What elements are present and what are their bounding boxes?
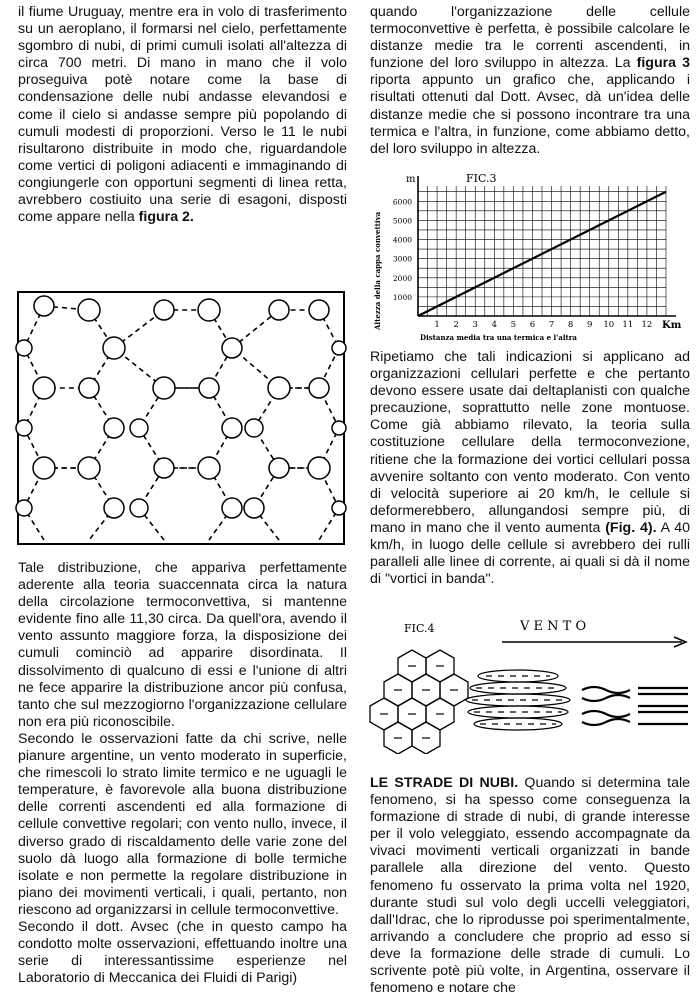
hexagon-cloud-diagram: [14, 288, 348, 548]
line-chart: [370, 168, 692, 344]
x-tick-label: 8: [567, 320, 574, 330]
x-tick-label: 6: [529, 320, 536, 330]
y-axis-label: Altezza della cappa convettiva: [373, 211, 382, 330]
x-tick-label: 11: [622, 320, 634, 330]
x-tick-label: 1: [434, 320, 440, 330]
cell-deformation-diagram: [368, 614, 694, 754]
figure-label: FIC.4: [404, 622, 435, 635]
paragraph: il fiume Uruguay, mentre era in volo di trasferimento su un aeroplano, il formarsi nel cielo, perfettamente sgombro di nubi, di primi cumuli isolati all'altezza di circa 700 metri. Di mano in mano che il volo proseguiva potè notare come la base di condensazione delle nubi andasse elevandosi e come il cielo si andasse sempre più popolando di cumuli modesti di proporzioni. Verso le 11 le nubi risultarono distribuite in modo che, riguardandole come vertici di poligoni adiacenti e immaginando di congiungerle con opportuni segmenti di linea retta, avrebbero costiuito una serie di esagoni, disposti come appare nella figura 2.: [18, 4, 347, 226]
paragraph: LE STRADE DI NUBI. Quando si determina tale fenomeno, si ha spesso come conseguenza la formazione di strade di nubi, di grande interesse per il volo veleggiato, essendo accompagnate da vivaci movimenti verticali organizzati in bande parallele alla direzione del vento. Questo fenomeno fu osservato la prima volta nel 1920, durante studi sul volo degli uccelli veleggiatori, dall'Idrac, che lo riprodusse poi sperimentalmente, arrivando a concludere che proprio ad esso si deve la formazione delle strade di cumuli. Lo scrivente potè più volte, in Argentina, osservare il fenomeno e notare che: [370, 775, 690, 997]
parallel-rolls: [638, 688, 688, 724]
x-tick-label: 7: [548, 320, 555, 330]
y-tick-label: 1000: [392, 292, 412, 302]
paragraph: Secondo il dott. Avsec (che in questo campo ha condotto molte osservazioni, effettuando inoltre una serie di interessantissime esperienze nel Laboratorio di Meccanica dei Fluidi di Parigi): [18, 918, 347, 987]
figure-3-chart: [370, 168, 692, 349]
y-tick-label: 4000: [392, 235, 412, 245]
wind-label: V E N T O: [520, 619, 587, 634]
right-column-middle: [370, 349, 690, 588]
wavy-rolls: [582, 687, 630, 725]
section-heading: LE STRADE DI NUBI.: [370, 775, 519, 791]
left-column-bottom: [18, 560, 347, 987]
elongated-cells: [466, 670, 570, 730]
regular-cells: [370, 650, 468, 754]
left-column-top: [18, 4, 347, 226]
x-tick-label: 4: [491, 320, 498, 330]
y-unit: m: [406, 174, 416, 185]
x-tick-label: 3: [472, 320, 478, 330]
y-tick-label: 2000: [392, 273, 412, 283]
paragraph: Ripetiamo che tali indicazioni si applicano ad organizzazioni cellulari perfette e che pertanto devono essere usate dai deltaplanisti con qualche precauzione, soprattutto nelle zone montuose. Come già abbiamo rilevato, la teoria sulla costituzione cellulare della termoconvezione, ritiene che la formazione dei vortici cellulari possa avvenire soltanto con vento moderato. Con vento di velocità superiore ai 20 km/h, le cellule si deformerebbero, allungandosi sempre più, di mano in mano che il vento aumenta (Fig. 4). A 40 km/h, in luogo delle cellule si avrebbero dei rulli paralleli alle linee di corrente, ai quali si dà il nome di "vortici in banda".: [370, 349, 690, 588]
right-column-bottom: [370, 775, 690, 997]
x-tick-label: 10: [603, 320, 615, 330]
x-tick-label: 2: [453, 320, 459, 330]
y-tick-label: 6000: [392, 197, 412, 207]
x-axis-label: Distanza media tra una termica e l'altra: [420, 333, 577, 342]
x-unit: Km: [662, 320, 682, 331]
figure-label: FIC.3: [466, 172, 497, 185]
figure-2-hexagon-cells: [14, 288, 348, 553]
right-column-top: [370, 4, 690, 158]
x-tick-label: 9: [586, 320, 593, 330]
paragraph: quando l'organizzazione delle cellule termoconvettive è perfetta, è possibile calcolare le distanze medie tra le correnti ascendenti, in funzione del loro sviluppo in altezza. La figura 3 riporta appunto un grafico che, applicando i risultati ottenuti dal Dott. Avsec, dà un'idea delle distanze medie che si possono incontrare tra una termica e l'altra, in funzione, come abbiamo detto, del loro sviluppo in altezza.: [370, 4, 690, 157]
x-tick-label: 5: [510, 320, 517, 330]
y-tick-label: 5000: [392, 216, 412, 226]
figure-4-cell-deformation: [368, 614, 694, 759]
paragraph: Tale distribuzione, che appariva perfettamente aderente alla teoria suaccennata circa la natura della circolazione termoconvettiva, si mantenne evidente fino alle 11,30 circa. Da quell'ora, avendo il vento assunto maggiore forza, la disposizione dei cumuli cominciò ad apparire disordinata. Il dissolvimento di qualcuno di essi e l'unione di altri ne fece apparire la distribuzione ancor più confusa, tanto che sul mezzogiorno l'organizzazione cellulare non era più riconoscibile.: [18, 560, 347, 730]
y-tick-label: 3000: [392, 254, 412, 264]
x-tick-label: 12: [641, 320, 653, 330]
paragraph: Secondo le osservazioni fatte da chi scrive, nelle pianure argentine, un vento moderato in superficie, che rimescoli lo strato limite termico e ne uguagli le temperature, è favorevole alla buona distribuzione delle correnti ascendenti ed alla formazione di cellule convettive regolari; con vento nullo, invece, il diverso grado di riscaldamento delle varie zone del suolo dà luogo alla formazione di bolle termiche isolate e non permette la regolare distribuzione in piano dei movimenti verticali, i quali, pertanto, non riescono ad organizzarsi in cellule termoconvettive.: [18, 730, 347, 918]
